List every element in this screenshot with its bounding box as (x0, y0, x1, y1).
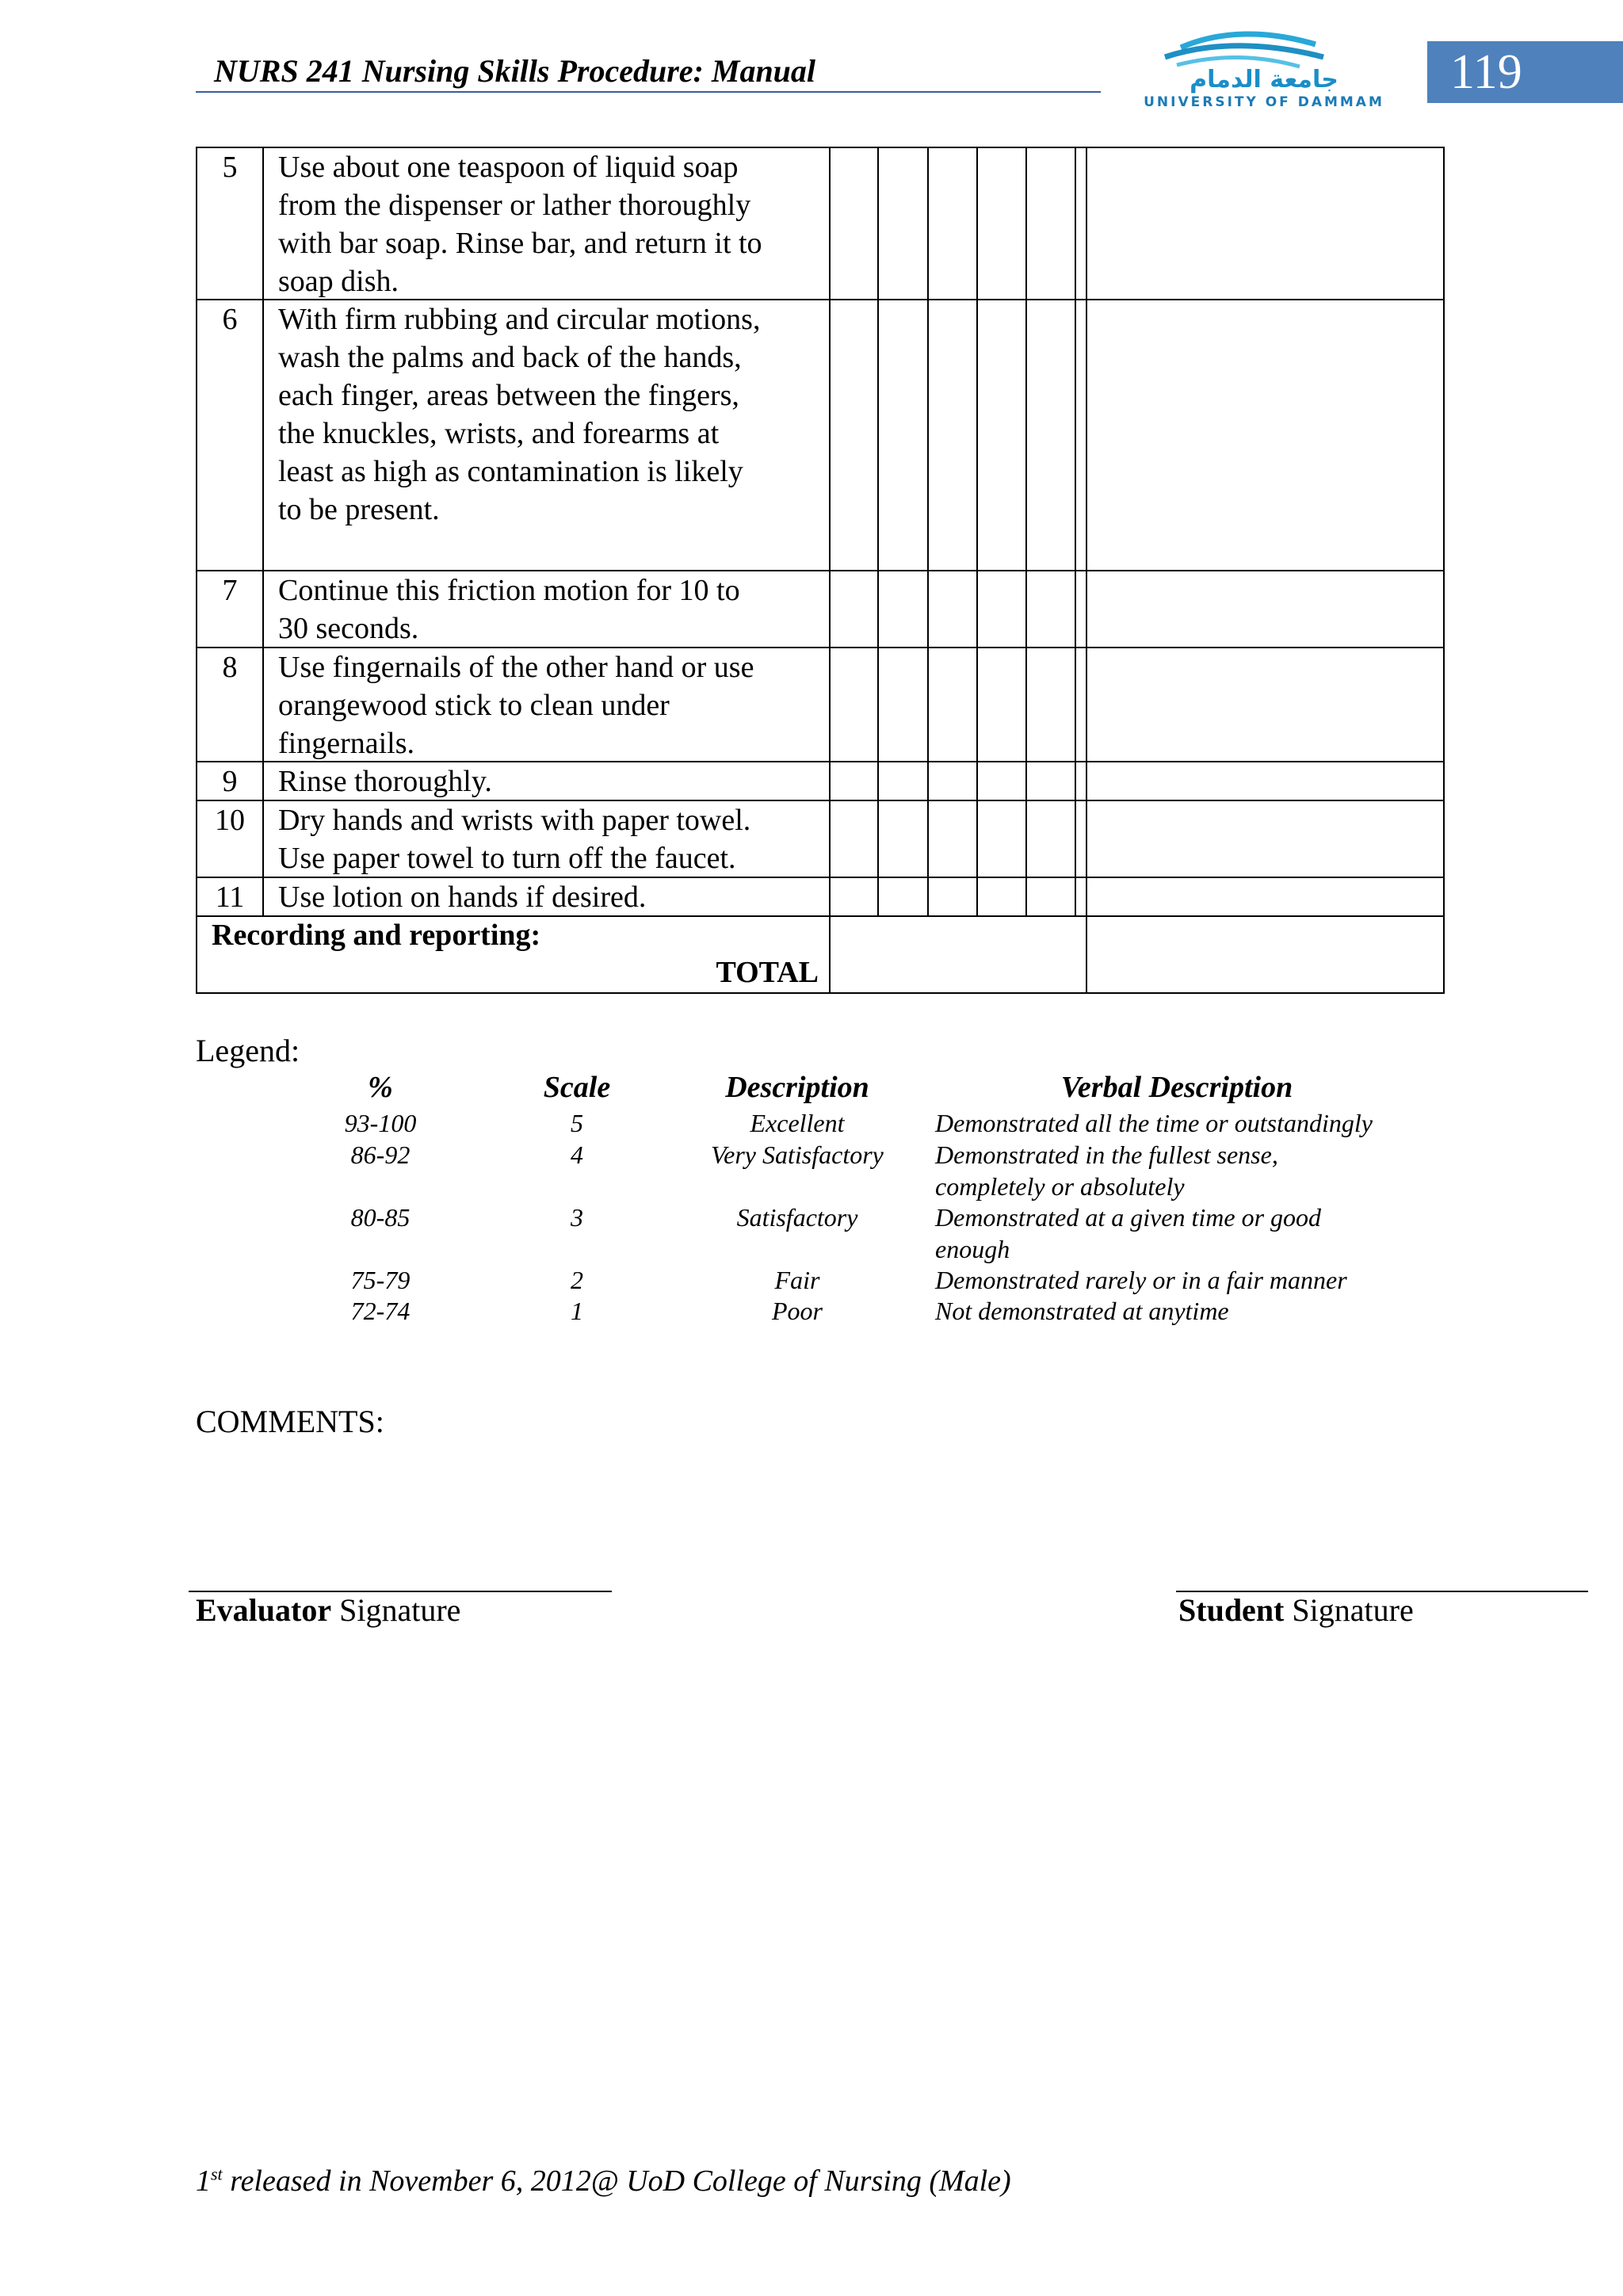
document-header-title: NURS 241 Nursing Skills Procedure: Manual (214, 53, 816, 89)
legend-percent: 75-79 (350, 1266, 411, 1294)
evaluator-label-rest: Signature (331, 1592, 461, 1628)
step-text: Rinse thoroughly. (278, 765, 492, 798)
university-logo (1133, 30, 1395, 109)
legend-description: Satisfactory (736, 1203, 858, 1232)
footer-text: released in November 6, 2012@ UoD College of Nursing (Male) (222, 2164, 1011, 2198)
legend-scale: 5 (571, 1109, 583, 1137)
legend-description: Very Satisfactory (711, 1140, 884, 1169)
legend-percent: 72-74 (350, 1297, 411, 1325)
logo-arabic-text: جامعة الدمام (1190, 66, 1338, 94)
procedure-checklist-table (196, 147, 1445, 994)
document-footer (196, 2164, 1011, 2199)
step-number: 8 (222, 651, 238, 684)
legend-description: Excellent (750, 1109, 845, 1137)
total-label: TOTAL (716, 956, 819, 989)
legend-title: Legend: (196, 1033, 300, 1068)
step-number: 10 (215, 804, 245, 837)
legend-verbal: Demonstrated rarely or in a fair manner (935, 1266, 1347, 1294)
legend-scale: 4 (571, 1140, 583, 1169)
comments-label: COMMENTS: (196, 1404, 384, 1439)
student-label-bold: Student (1178, 1592, 1285, 1628)
legend-percent: 80-85 (350, 1203, 411, 1232)
legend-percent: 86-92 (350, 1140, 411, 1169)
legend-header-description: Description (725, 1071, 869, 1104)
recording-reporting-label: Recording and reporting: (212, 919, 541, 952)
university-logo-graphic (1133, 30, 1395, 109)
legend-verbal: Demonstrated in the fullest sense, completely or absolutely (935, 1140, 1278, 1201)
evaluator-label-bold: Evaluator (196, 1592, 332, 1628)
step-text: Dry hands and wrists with paper towel. Use paper towel to turn off the faucet. (278, 804, 751, 875)
step-number: 5 (222, 151, 238, 184)
page-number: 119 (1450, 45, 1522, 99)
footer-ordinal: 1 (196, 2164, 211, 2198)
header-rule (196, 91, 1101, 93)
legend-verbal: Not demonstrated at anytime (935, 1297, 1229, 1325)
legend-scale: 2 (571, 1266, 583, 1294)
step-text: Use lotion on hands if desired. (278, 881, 647, 914)
footer-ordinal-suffix: st (211, 2164, 223, 2184)
legend-verbal: Demonstrated all the time or outstandingly (935, 1109, 1373, 1137)
legend-header-percent: % (368, 1071, 393, 1104)
legend-scale: 3 (571, 1203, 583, 1232)
step-number: 7 (222, 574, 238, 607)
step-number: 6 (222, 303, 238, 336)
evaluator-signature-label (196, 1591, 460, 1629)
legend-description: Poor (772, 1297, 823, 1325)
logo-english-text: UNIVERSITY OF DAMMAM (1144, 94, 1384, 109)
legend-header-verbal: Verbal Description (1060, 1071, 1293, 1104)
legend-verbal: Demonstrated at a given time or good enough (935, 1203, 1322, 1263)
step-text: Continue this friction motion for 10 to 30 seconds. (278, 574, 740, 645)
student-label-rest: Signature (1284, 1592, 1414, 1628)
legend-scale: 1 (571, 1297, 583, 1325)
step-text: With firm rubbing and circular motions, wash the palms and back of the hands, each finger, areas between the fingers, the knuckles, wrists, and forearms at least as high as contamination is likely to be present. (278, 303, 761, 526)
step-number: 9 (222, 765, 238, 798)
legend-header-scale: Scale (543, 1071, 611, 1104)
legend-description: Fair (774, 1266, 820, 1294)
step-text: Use about one teaspoon of liquid soap from the dispenser or lather thoroughly with bar soap. Rinse bar, and return it to soap dish. (278, 151, 762, 298)
step-number: 11 (215, 881, 245, 914)
step-text: Use fingernails of the other hand or use orangewood stick to clean under fingernails. (278, 651, 754, 760)
student-signature-label (1178, 1591, 1414, 1629)
legend-percent: 93-100 (344, 1109, 417, 1137)
